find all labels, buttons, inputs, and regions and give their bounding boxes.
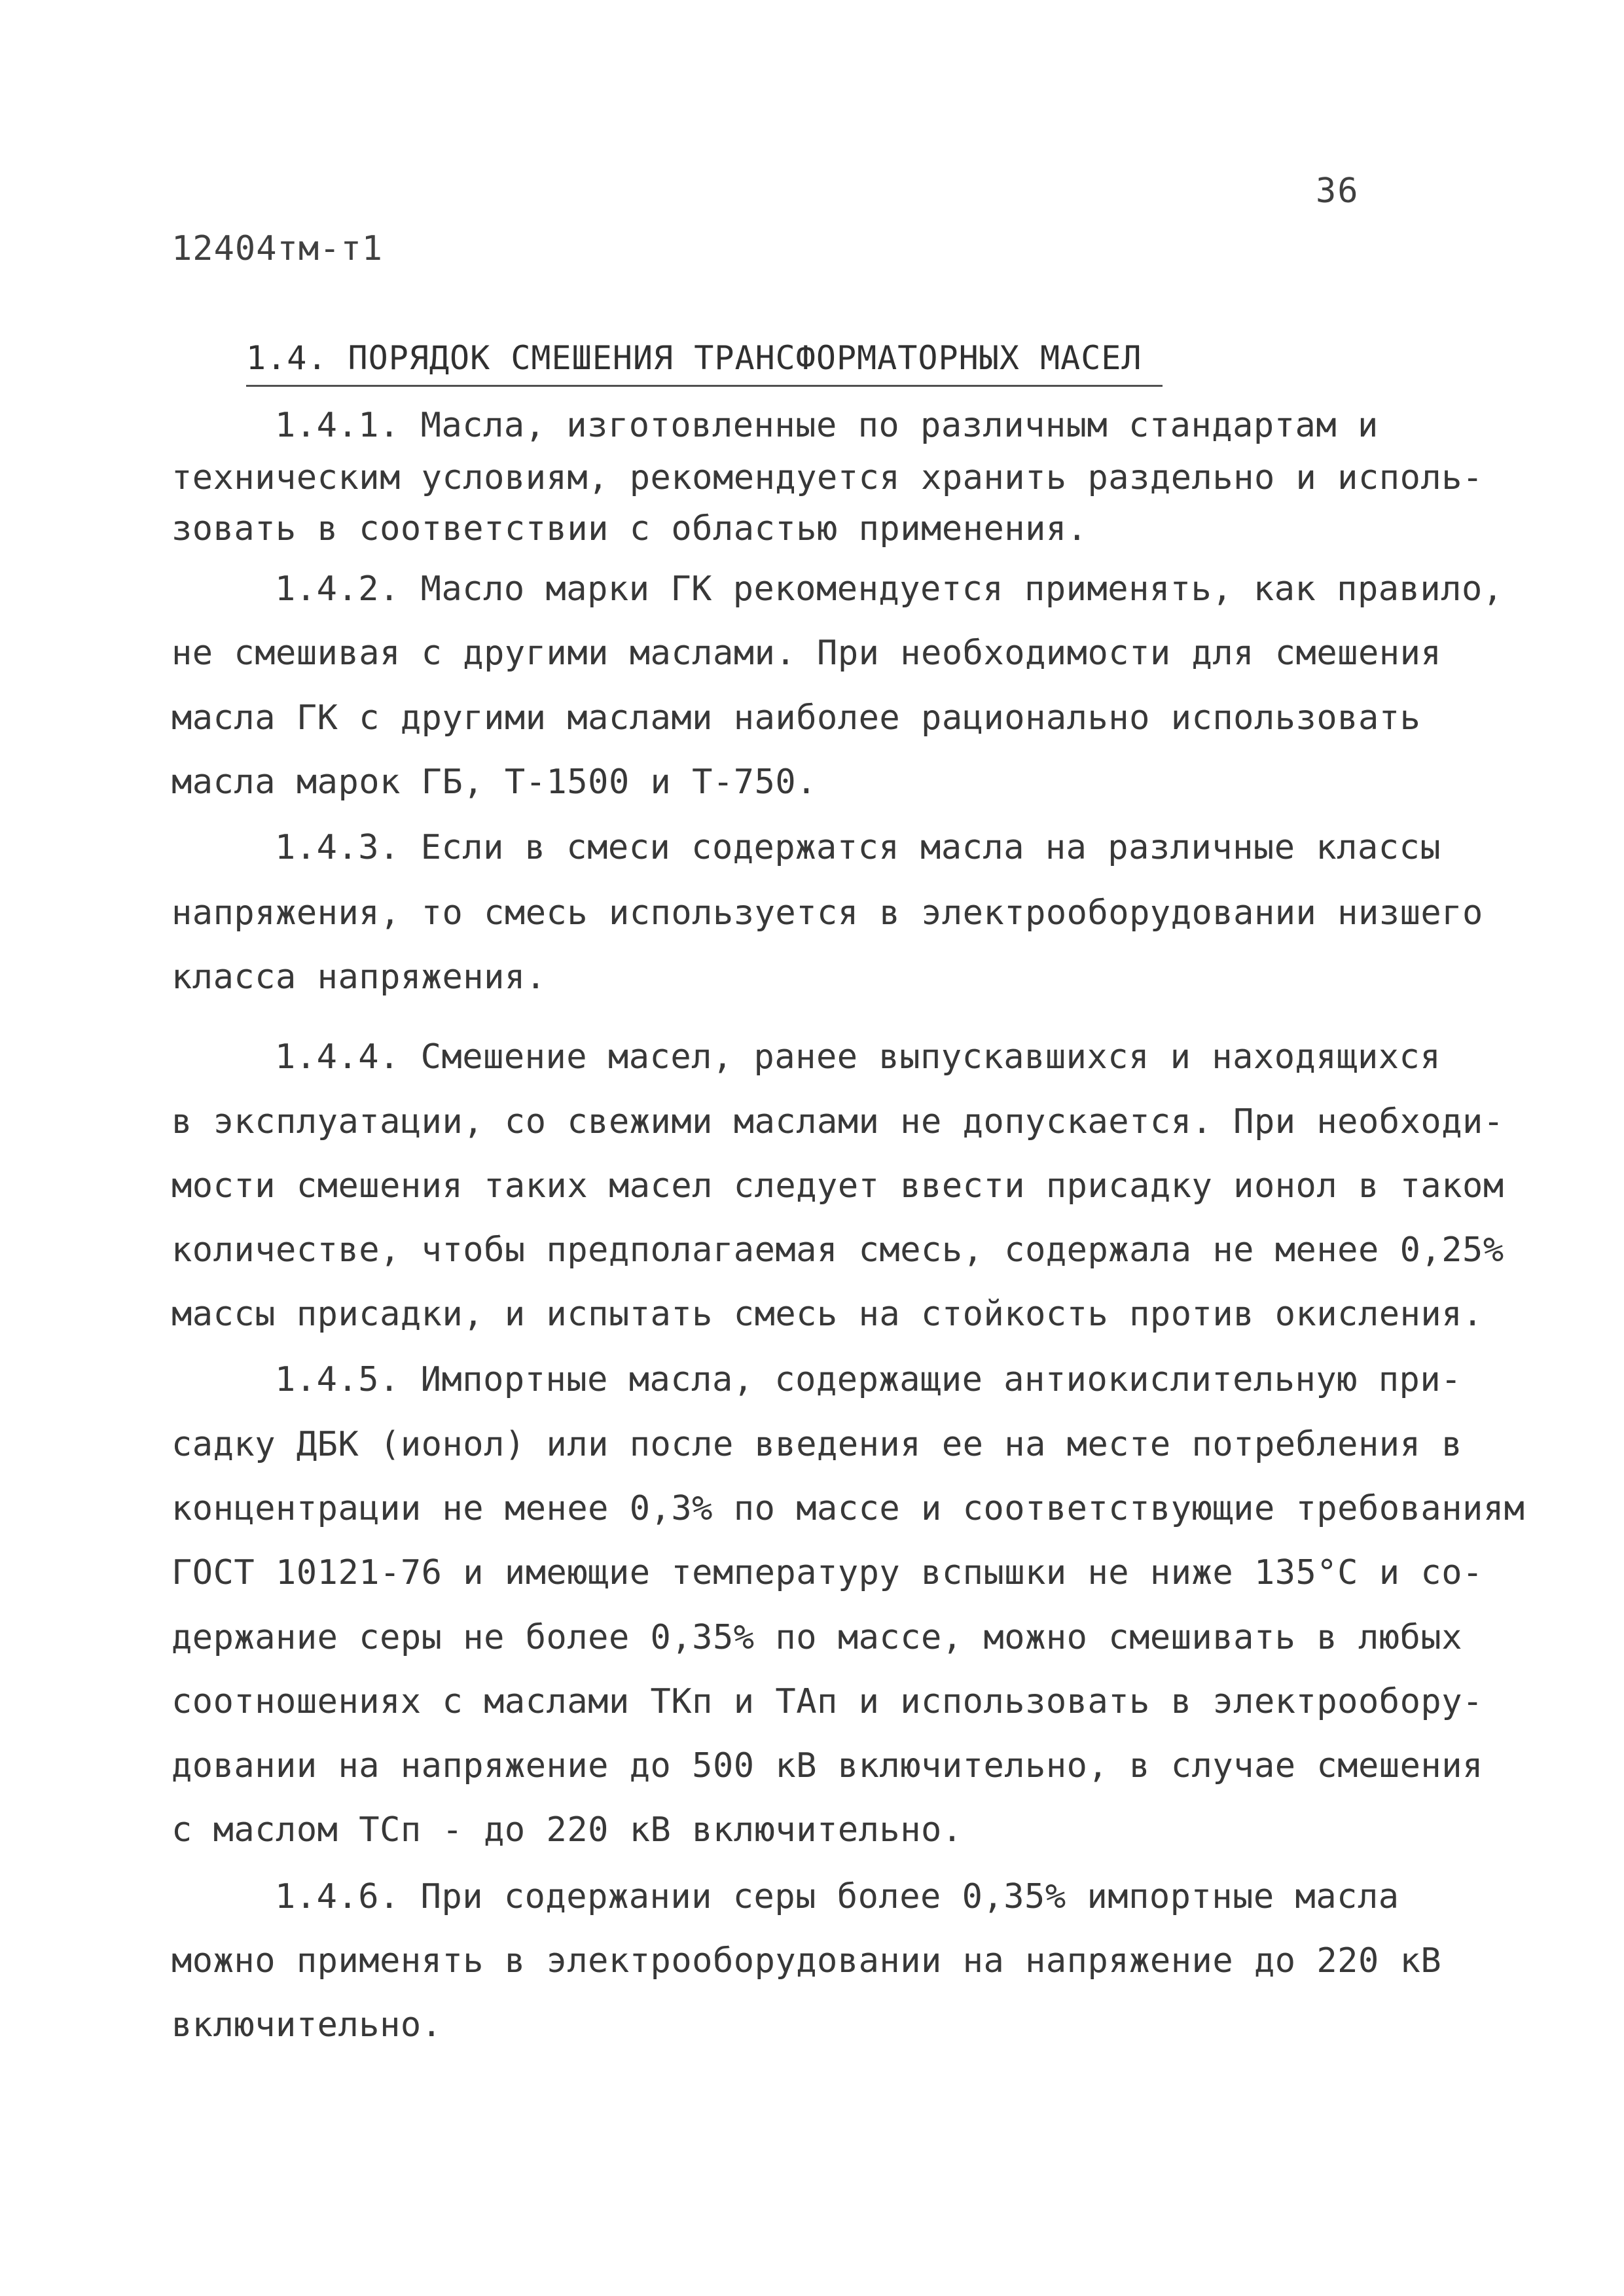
- text-line: класса напряжения.: [171, 958, 547, 997]
- text-line: мости смешения таких масел следует ввести присадку ионол в таком: [171, 1166, 1504, 1206]
- text-line: 1.4.5. Импортные масла, содержащие антиокислительную при-: [275, 1360, 1462, 1399]
- text-line: количестве, чтобы предполагаемая смесь, содержала не менее 0,25%: [171, 1230, 1504, 1270]
- section-title: 1.4. ПОРЯДОК СМЕШЕНИЯ ТРАНСФОРМАТОРНЫХ МАСЕЛ: [246, 339, 1163, 387]
- text-line: масла ГК с другими маслами наиболее рационально использовать: [171, 698, 1421, 738]
- text-line: довании на напряжение до 500 кВ включительно, в случае смешения: [171, 1746, 1483, 1785]
- text-line: массы присадки, и испытать смесь на стойкость против окисления.: [171, 1295, 1483, 1334]
- text-line: соотношениях с маслами ТКп и ТАп и использовать в электрообору-: [171, 1682, 1483, 1721]
- text-line: включительно.: [171, 2005, 442, 2045]
- text-line: 1.4.2. Масло марки ГК рекомендуется применять, как правило,: [275, 569, 1504, 609]
- text-line: в эксплуатации, со свежими маслами не допускается. При необходи-: [171, 1102, 1504, 1141]
- text-line: 1.4.4. Смешение масел, ранее выпускавшихся и находящихся: [275, 1037, 1441, 1077]
- text-line: можно применять в электрооборудовании на напряжение до 220 кВ: [171, 1941, 1442, 1981]
- text-line: техническим условиям, рекомендуется хранить раздельно и исполь-: [171, 458, 1483, 497]
- text-line: 1.4.3. Если в смеси содержатся масла на различные классы: [275, 828, 1441, 867]
- document-code: 12404тм-т1: [171, 229, 384, 268]
- text-line: масла марок ГБ, Т-1500 и Т-750.: [171, 762, 818, 802]
- text-line: держание серы не более 0,35% по массе, можно смешивать в любых: [171, 1618, 1463, 1657]
- text-line: ГОСТ 10121-76 и имеющие температуру вспышки не ниже 135°С и со-: [171, 1553, 1483, 1592]
- text-line: концентрации не менее 0,3% по массе и соответствующие требованиям: [171, 1489, 1525, 1528]
- text-line: не смешивая с другими маслами. При необходимости для смешения: [171, 634, 1442, 673]
- text-line: 1.4.6. При содержании серы более 0,35% импортные масла: [275, 1877, 1399, 1916]
- text-line: садку ДБК (ионол) или после введения ее на месте потребления в: [171, 1425, 1463, 1464]
- text-line: напряжения, то смесь используется в электрооборудовании низшего: [171, 893, 1483, 933]
- text-line: с маслом ТСп - до 220 кВ включительно.: [171, 1810, 963, 1850]
- page-number: 36: [1316, 171, 1360, 211]
- text-line: зовать в соответствии с областью применения.: [171, 509, 1088, 548]
- text-line: 1.4.1. Масла, изготовленные по различным стандартам и: [275, 406, 1379, 445]
